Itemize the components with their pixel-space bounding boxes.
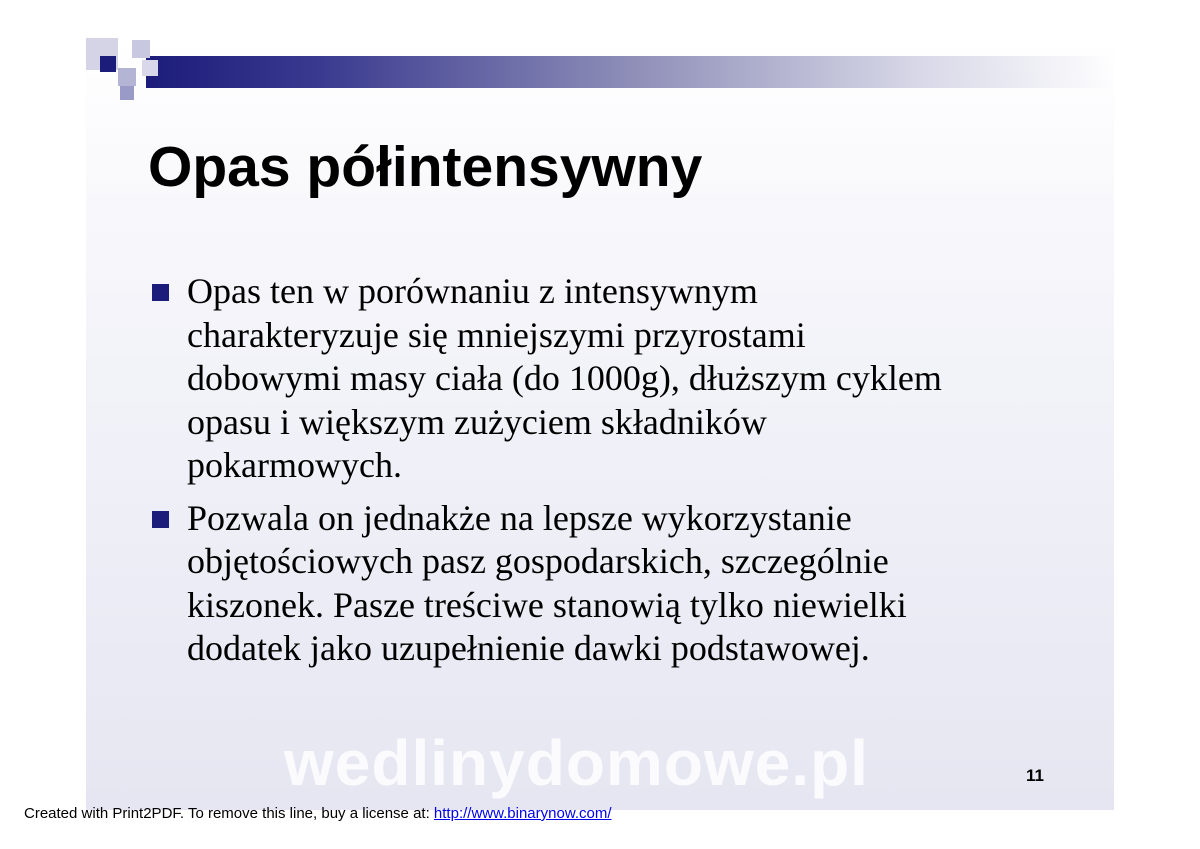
- bullet-line: Opas ten w porównaniu z intensywnym: [187, 271, 758, 311]
- bullet-item: [148, 270, 1078, 488]
- page-number: 11: [1026, 766, 1044, 785]
- square-bullet-icon: [152, 284, 169, 301]
- bullet-line: dobowymi masy ciała (do 1000g), dłuższym cyklem: [187, 358, 942, 398]
- slide: [86, 38, 1114, 810]
- slide-title: Opas półintensywny: [148, 135, 703, 199]
- bullet-line: dodatek jako uzupełnienie dawki podstawowej.: [187, 628, 870, 668]
- title-bar-gradient: [146, 56, 1114, 88]
- bullet-line: kiszonek. Pasze treściwe stanowią tylko niewielki: [187, 584, 907, 625]
- bullet-list: [148, 270, 1078, 680]
- watermark: wedlinydomowe.pl: [284, 727, 869, 799]
- bullet-item: [148, 497, 1078, 671]
- bullet-line: pokarmowych.: [187, 445, 402, 485]
- bullet-line: Pozwala on jednakże na lepsze wykorzystanie: [187, 497, 852, 538]
- footer-text: Created with Print2PDF. To remove this line, buy a license at:: [24, 805, 434, 822]
- bullet-line: opasu i większym zużyciem składników: [187, 401, 767, 442]
- license-link[interactable]: http://www.binarynow.com/: [433, 805, 612, 822]
- print2pdf-footer: [24, 805, 612, 822]
- decorative-squares-logo: [86, 38, 166, 104]
- square-bullet-icon: [152, 511, 169, 528]
- bullet-line: objętościowych pasz gospodarskich, szczególnie: [187, 541, 889, 581]
- bullet-line: charakteryzuje się mniejszymi przyrostami: [187, 314, 806, 355]
